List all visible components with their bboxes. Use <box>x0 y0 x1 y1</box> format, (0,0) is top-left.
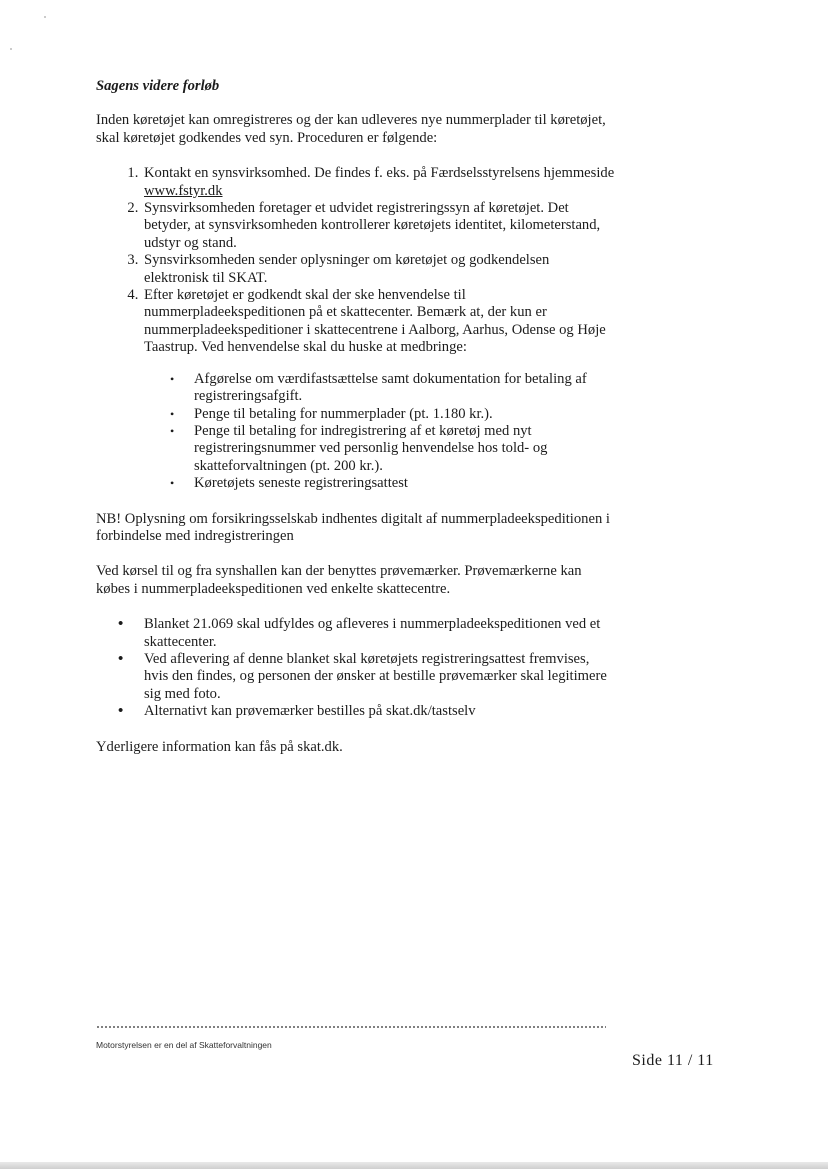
document-body <box>96 78 616 774</box>
procedure-steps <box>96 165 616 492</box>
procedure-step: 2. Synsvirksomheden foretager et udvidet registreringssyn af køretøjet. Det betyder, at synsvirksomheden kontrollerer køretøjets identitet, kilometerstand, udstyr og stand. <box>142 200 616 252</box>
bring-item: • Penge til betaling for nummerplader (pt. 1.180 kr.). <box>192 406 616 423</box>
bring-item: • Afgørelse om værdifastsættelse samt dokumentation for betaling af registreringsafgift. <box>192 371 616 406</box>
provemaerker-paragraph: Ved kørsel til og fra synshallen kan der benyttes prøvemærker. Prøvemærkerne kan købes i nummerpladeekspeditionen ved enkelte skattecentre. <box>96 563 582 597</box>
bring-items-list <box>144 371 616 493</box>
procedure-step: 4. Efter køretøjet er godkendt skal der ske henvendelse til nummerpladeekspeditionen på et skattecenter. Bemærk at, der kun er nummerpladeekspeditioner i skattecentrene i Aalborg, Aarhus, Odense og Høje Taastrup. Ved henvendelse skal du huske at medbringe: • Afgørelse om værdifastsættelse samt dokumentation for betaling af registreringsafgift. • Penge til betaling for nummerplader (pt. 1.180 kr.). • Penge til betaling for indregistrering af et køretøj med nyt registreringsnummer ved personlig henvendelse hos told- og skatteforvaltningen (pt. 200 kr.). • Køretøjets seneste registreringsattest <box>142 287 616 492</box>
scan-edge <box>0 1162 828 1169</box>
provemaerker-item: • Blanket 21.069 skal udfyldes og afleveres i nummerpladeekspeditionen ved et skattecenter. <box>144 616 616 651</box>
fstyr-link[interactable]: www.fstyr.dk <box>144 182 223 199</box>
intro-paragraph: Inden køretøjet kan omregistreres og der kan udleveres nye nummerplader til køretøjet, skal køretøjet godkendes ved syn. Proceduren er følgende: <box>96 112 606 146</box>
provemaerker-item: • Ved aflevering af denne blanket skal køretøjets registreringsattest fremvises, hvis den findes, og personen der ønsker at bestille prøvemærker skal legitimere sig med foto. <box>144 651 616 703</box>
scan-speck <box>10 48 12 50</box>
provemaerker-list <box>96 616 616 720</box>
provemaerker-item: • Alternativt kan prøvemærker bestilles på skat.dk/tastselv <box>144 703 616 720</box>
procedure-step: 3. Synsvirksomheden sender oplysninger om køretøjet og godkendelsen elektronisk til SKAT. <box>142 252 616 287</box>
page-number: Side 11 / 11 <box>632 1052 714 1069</box>
bring-item: • Penge til betaling for indregistrering af et køretøj med nyt registreringsnummer ved personlig henvendelse hos told- og skatteforvaltningen (pt. 200 kr.). <box>192 423 616 475</box>
footer-divider <box>96 1026 606 1028</box>
closing-paragraph: Yderligere information kan fås på skat.dk. <box>96 738 343 755</box>
procedure-step: 1. Kontakt en synsvirksomhed. De findes f. eks. på Færdselsstyrelsens hjemmeside www.fstyr.dk <box>142 165 616 200</box>
scan-speck <box>44 16 46 18</box>
bring-item: • Køretøjets seneste registreringsattest <box>192 475 616 492</box>
section-heading: Sagens videre forløb <box>96 78 220 94</box>
footer-note: Motorstyrelsen er en del af Skatteforvaltningen <box>96 1040 272 1050</box>
nb-note: NB! Oplysning om forsikringsselskab indhentes digitalt af nummerpladeekspeditionen i forbindelse med indregistreringen <box>96 510 610 544</box>
